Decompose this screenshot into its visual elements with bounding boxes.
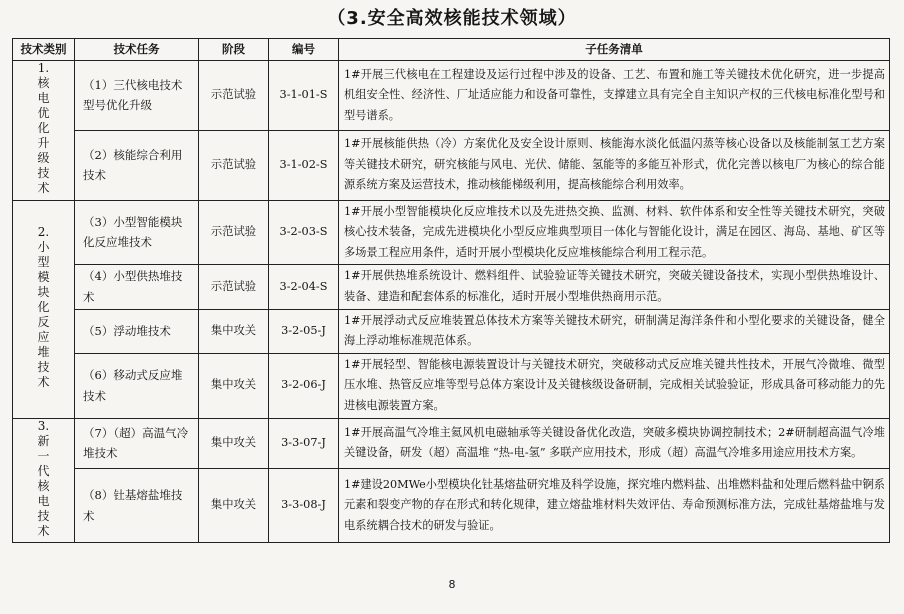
- header-task: 技术任务: [75, 39, 199, 61]
- table-row: [13, 265, 890, 309]
- subtask-cell: 1#开展轻型、智能核电源装置设计与关键技术研究，突破移动式反应堆关键共性技术，开展气冷微堆、微型压水堆、热管反应堆等型号总体方案设计及关键核级设备研制，完成相关试验验证，形成具备可移动能力的先进核电源装置方案。: [339, 353, 890, 418]
- code-cell: 3-3-07-J: [269, 418, 339, 469]
- code-cell: 3-1-02-S: [269, 130, 339, 200]
- stage-cell: 集中攻关: [199, 353, 269, 418]
- task-cell: （6）移动式反应堆技术: [75, 353, 199, 418]
- subtask-cell: 1#开展供热堆系统设计、燃料组件、试验验证等关键技术研究，突破关键设备技术，实现小型供热堆设计、装备、建造和配套体系的标准化，适时开展小型堆供热商用示范。: [339, 265, 890, 309]
- table-row: [13, 130, 890, 200]
- header-code: 编号: [269, 39, 339, 61]
- category-cell: 2.小型模块化反应堆技术: [13, 200, 75, 418]
- table-row: [13, 309, 890, 353]
- task-cell: （3）小型智能模块化反应堆技术: [75, 200, 199, 265]
- task-cell: （4）小型供热堆技术: [75, 265, 199, 309]
- stage-cell: 示范试验: [199, 130, 269, 200]
- page-title: （3.安全高效核能技术领域）: [327, 8, 577, 29]
- table-row: [13, 469, 890, 543]
- subtask-cell: 1#开展核能供热（冷）方案优化及安全设计原则、核能海水淡化低温闪蒸等核心设备以及核能制氢工艺方案等关键技术研究，研究核能与风电、光伏、储能、氢能等的多能互补形式，优化完善以核电厂为核心的综合能源系统方案及运营技术，推动核能梯级利用，提高核能综合利用效率。: [339, 130, 890, 200]
- table-row: [13, 200, 890, 265]
- code-cell: 3-2-05-J: [269, 309, 339, 353]
- header-stage: 阶段: [199, 39, 269, 61]
- table-row: [13, 61, 890, 131]
- header-subtasks: 子任务清单: [339, 39, 890, 61]
- page-number: 8: [448, 578, 456, 591]
- stage-cell: 示范试验: [199, 265, 269, 309]
- task-cell: （7）（超）高温气冷堆技术: [75, 418, 199, 469]
- category-cell: 1.核电优化升级技术: [13, 61, 75, 201]
- code-cell: 3-3-08-J: [269, 469, 339, 543]
- code-cell: 3-2-03-S: [269, 200, 339, 265]
- subtask-cell: 1#开展高温气冷堆主氦风机电磁轴承等关键设备优化改造，突破多模块协调控制技术；2#研制超高温气冷堆关键设备，研发（超）高温堆 “热-电-氢” 多联产应用技术，形成（超）高温气冷堆多用途应用技术方案。: [339, 418, 890, 469]
- stage-cell: 集中攻关: [199, 418, 269, 469]
- header-category: 技术类别: [13, 39, 75, 61]
- subtask-cell: 1#开展三代核电在工程建设及运行过程中涉及的设备、工艺、布置和施工等关键技术优化研究，进一步提高机组安全性、经济性、厂址适应能力和设备可靠性，支撑建立具有完全自主知识产权的三代核电标准化型号和型号谱系。: [339, 61, 890, 131]
- category-cell: 3.新一代核电技术: [13, 418, 75, 543]
- subtask-cell: 1#开展小型智能模块化反应堆技术以及先进热交换、监测、材料、软件体系和安全性等关键技术研究，突破核心技术装备，完成先进模块化小型反应堆典型项目一体化与智能化设计，满足在园区、海岛、基地、矿区等多场景工程应用条件，适时开展小型模块化反应堆核能综合利用工程示范。: [339, 200, 890, 265]
- task-cell: （1）三代核电技术型号优化升级: [75, 61, 199, 131]
- code-cell: 3-2-06-J: [269, 353, 339, 418]
- stage-cell: 集中攻关: [199, 309, 269, 353]
- subtask-cell: 1#开展浮动式反应堆装置总体技术方案等关键技术研究，研制满足海洋条件和小型化要求的关键设备，健全海上浮动堆标准规范体系。: [339, 309, 890, 353]
- task-cell: （8）钍基熔盐堆技术: [75, 469, 199, 543]
- code-cell: 3-1-01-S: [269, 61, 339, 131]
- subtask-cell: 1#建设20MWe小型模块化钍基熔盐研究堆及科学设施，探究堆内燃料盐、出堆燃料盐和处理后燃料盐中锕系元素和裂变产物的存在形式和转化规律，建立熔盐堆材料失效评估、寿命预测标准方法，完成钍基熔盐堆与发电系统耦合技术的研发与验证。: [339, 469, 890, 543]
- table-row: [13, 353, 890, 418]
- stage-cell: 示范试验: [199, 200, 269, 265]
- code-cell: 3-2-04-S: [269, 265, 339, 309]
- table-row: [13, 418, 890, 469]
- task-cell: （2）核能综合利用技术: [75, 130, 199, 200]
- stage-cell: 集中攻关: [199, 469, 269, 543]
- stage-cell: 示范试验: [199, 61, 269, 131]
- table-header-row: [13, 39, 890, 61]
- task-table: [12, 38, 890, 543]
- task-cell: （5）浮动堆技术: [75, 309, 199, 353]
